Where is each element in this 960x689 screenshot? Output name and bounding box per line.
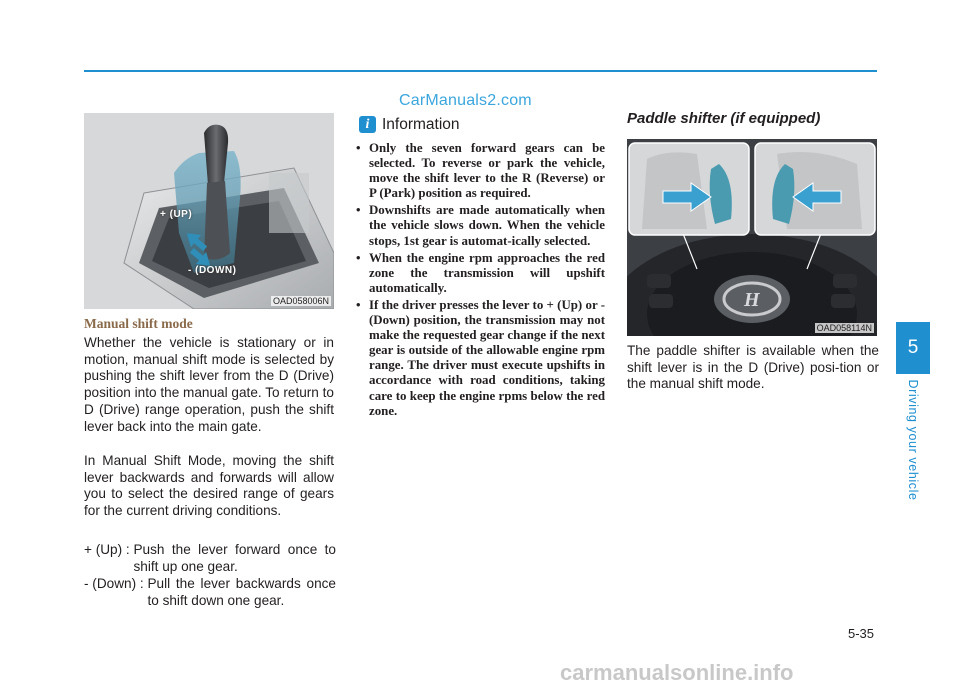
figure-code: OAD058114N [816,323,872,333]
definition-up [84,542,336,575]
svg-text:H: H [744,289,760,311]
manual-shift-paragraph-2: In Manual Shift Mode, moving the shift lever backwards and forwards will allow you to select the desired range of gears for the current driving conditions. [84,453,334,519]
list-item: • Downshifts are made automatically when the vehicle slows down. When the vehicle stops, 1st gear is automat-ically selected. [356,203,605,248]
chapter-tab[interactable]: 5 [896,322,930,374]
page-number: 5-35 [848,626,875,641]
information-list [356,141,605,421]
header-rule [84,70,877,72]
definition-desc: Pull the lever backwards once to shift down one gear. [147,576,336,608]
up-label: + (UP) [160,209,193,220]
paddle-shifter-illustration [627,139,877,336]
definition-term: - (Down) : [84,576,148,591]
information-title: Information [382,116,460,133]
definition-desc: Push the lever forward once to shift up one gear. [133,542,336,574]
definition-term: + (Up) : [84,542,134,557]
watermark-top[interactable]: CarManuals2.com [399,92,532,109]
watermark-bottom[interactable]: carmanualsonline.info [560,660,794,685]
paddle-shifter-heading: Paddle shifter (if equipped) [627,110,821,127]
down-label: - (DOWN) [188,265,237,276]
manual-shift-paragraph-1: Whether the vehicle is stationary or in motion, manual shift mode is selected by pushing the shift lever from the D (Drive) position into the manual gate. To return to D (Drive) range operation, push the shift lever back into the main gate. [84,335,334,434]
definition-down [84,576,336,609]
shift-lever-figure [84,113,334,309]
list-item: • Only the seven forward gears can be selected. To reverse or park the vehicle, move the shift lever to the R (Reverse) or P (Park) position as required. [356,141,605,201]
chapter-title: Driving your vehicle [906,379,920,501]
manual-shift-heading: Manual shift mode [84,316,193,331]
info-icon: i [359,116,376,133]
list-item: • When the engine rpm approaches the red zone the transmission will upshift automatically. [356,251,605,296]
list-item: • If the driver presses the lever to + (Up) or - (Down) position, the transmission may not make the requested gear change if the next gear is outside of the allowable engine rpm range. The driver must execute upshifts in accordance with road conditions, taking care to keep the engine rpms below the red zone. [356,298,605,419]
figure-code: OAD058006N [272,296,329,306]
shift-lever-illustration [84,113,334,309]
paddle-shifter-figure [627,139,877,336]
paddle-shifter-paragraph: The paddle shifter is available when the shift lever is in the D (Drive) posi-tion or the manual shift mode. [627,343,879,392]
